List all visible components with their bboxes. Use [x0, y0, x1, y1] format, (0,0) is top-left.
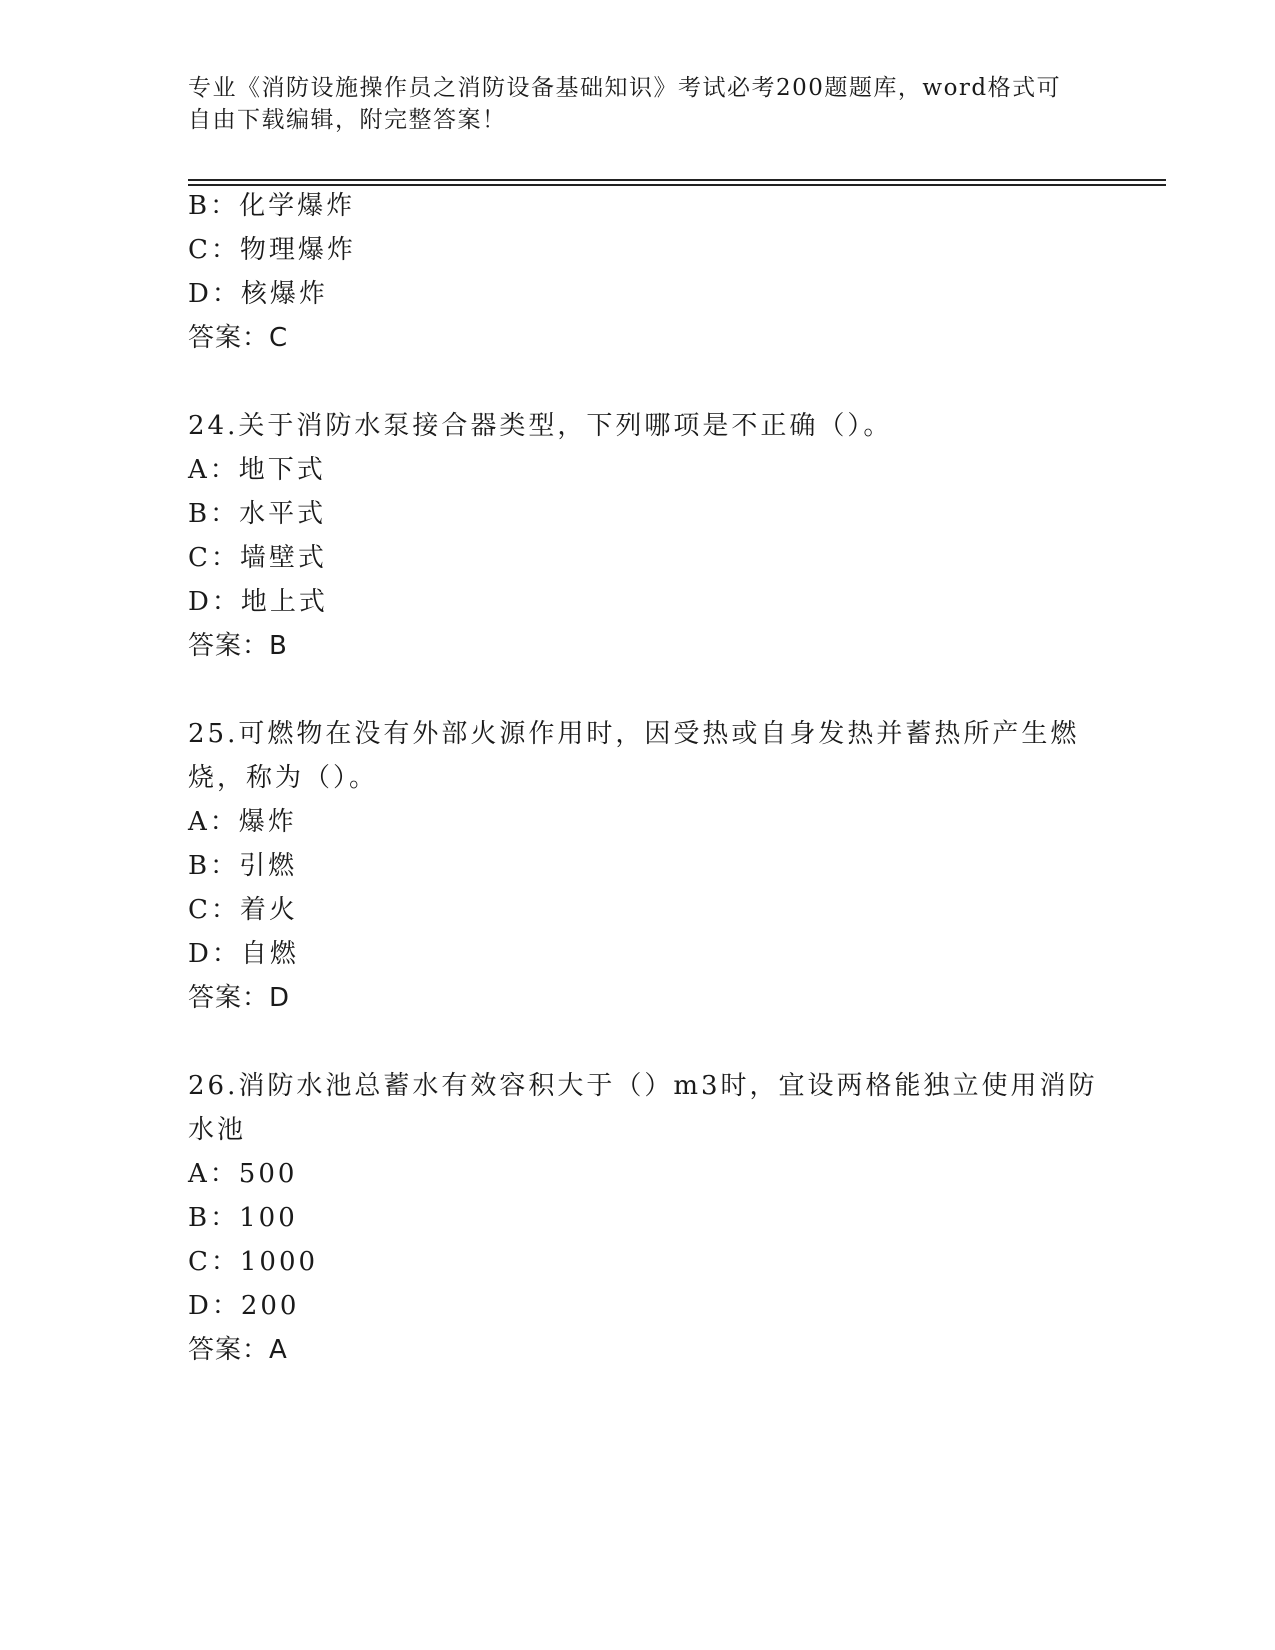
q24-question: 24.关于消防水泵接合器类型，下列哪项是不正确（）。 [188, 411, 893, 441]
q23-option-c: C：物理爆炸 [188, 235, 356, 265]
q25-question-line-1: 25.可燃物在没有外部火源作用时，因受热或自身发热并蓄热所产生燃 [188, 719, 1080, 749]
q25-option-a: A：爆炸 [188, 807, 297, 837]
q24-option-b: B：水平式 [188, 499, 327, 529]
q26-answer: 答案：A [188, 1335, 288, 1365]
q26-question-line-1: 26.消防水池总蓄水有效容积大于（）m3时，宜设两格能独立使用消防 [188, 1071, 1098, 1101]
q26-option-b: B：100 [188, 1203, 298, 1233]
q24-option-c: C：墙壁式 [188, 543, 327, 573]
q25-option-d: D：自燃 [188, 939, 299, 969]
q26-option-c: C：1000 [188, 1247, 319, 1277]
q25-option-c: C：着火 [188, 895, 298, 925]
q23-answer: 答案：C [188, 323, 289, 353]
q24-option-a: A：地下式 [188, 455, 326, 485]
q24-answer: 答案：B [188, 631, 288, 661]
q26-question-line-2: 水池 [188, 1115, 247, 1145]
header-line-1: 专业《消防设施操作员之消防设备基础知识》考试必考200题题库，word格式可 [188, 75, 1062, 101]
document-header [188, 72, 1068, 136]
q26-option-a: A：500 [188, 1159, 298, 1189]
q25-answer: 答案：D [188, 983, 291, 1013]
q25-question-line-2: 烧，称为（）。 [188, 763, 379, 793]
q24-option-d: D：地上式 [188, 587, 328, 617]
header-divider-top [188, 179, 1166, 181]
q25-option-b: B：引燃 [188, 851, 298, 881]
header-line-2: 自由下载编辑，附完整答案！ [188, 107, 507, 133]
q26-option-d: D：200 [188, 1291, 300, 1321]
q23-option-b: B：化学爆炸 [188, 191, 356, 221]
header-divider-bottom [188, 184, 1166, 186]
q23-option-d: D：核爆炸 [188, 279, 328, 309]
